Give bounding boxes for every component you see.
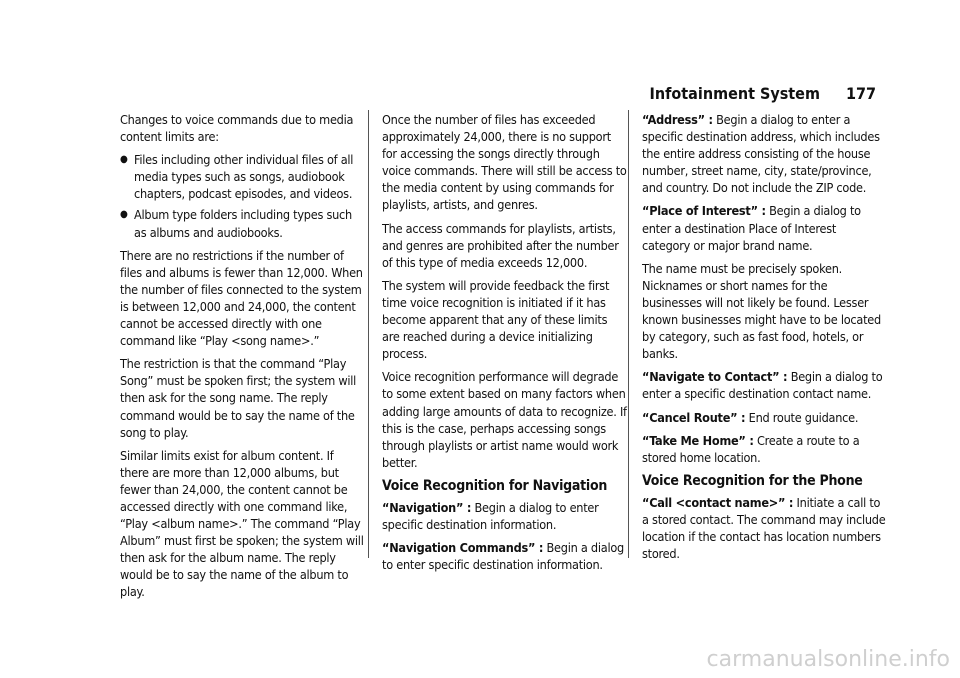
command-entry: [642, 494, 887, 562]
page-number: 177: [845, 84, 876, 103]
paragraph: Voice recognition performance will degrade to some extent based on many factors when adding large amounts of data to recognize. If this is the case, perhaps accessing songs through playlists or artist name would work better.: [382, 369, 627, 470]
command-desc: Begin a dialog to enter a destination Place of Interest category or major brand name.: [642, 203, 861, 253]
paragraph: Similar limits exist for album content. If there are more than 12,000 albums, but fewer than 24,000, the content cannot be accessed directly with one command like, “Play <album name>.” The command “Play Album” must first be spoken; the system will then ask for the album name. The reply would be to say the name of the album to play.: [120, 447, 364, 600]
list-item-text: Album type folders including types such as albums and audiobooks.: [134, 207, 352, 240]
command-term: “Address” :: [642, 112, 713, 127]
command-entry: [642, 368, 887, 402]
command-desc: Create a route to a stored home location.: [642, 432, 860, 465]
section-heading: Voice Recognition for the Phone: [642, 472, 863, 489]
command-desc: Initiate a call to a stored contact. The command may include location if the contact has location numbers stored.: [642, 494, 886, 562]
bullet-icon: ●: [120, 154, 128, 166]
command-desc: Begin a dialog to enter specific destination information.: [382, 540, 624, 573]
command-term: “Navigation” :: [382, 499, 472, 515]
command-term: “Take Me Home” :: [642, 432, 754, 448]
command-desc: Begin a dialog to enter a specific destination address, which includes the entire address consisting of the house number, street name, city, state/province, and country. Do not include the ZIP code.: [642, 112, 880, 196]
command-term: “Place of Interest” :: [642, 203, 766, 219]
command-desc: Begin a dialog to enter specific destination information.: [382, 499, 599, 532]
column-2: [382, 111, 627, 579]
paragraph: There are no restrictions if the number of files and albums is fewer than 12,000. When the number of files connected to the system is between 12,000 and 24,000, the content cannot be accessed directly with one command like “Play <song name>.”: [120, 247, 363, 349]
paragraph: Once the number of files has exceeded approximately 24,000, there is no support for accessing the songs directly through voice commands. There will still be access to the media content by using commands for playlists, artists, and genres.: [382, 112, 627, 213]
command-desc: End route guidance.: [748, 409, 859, 425]
command-entry: [642, 409, 887, 426]
section-title: Infotainment System: [649, 84, 820, 103]
column-3: [642, 111, 887, 568]
command-entry: [642, 202, 887, 253]
column-1: [120, 111, 365, 607]
command-entry: [382, 499, 627, 533]
list-item-text: Files including other individual files of all media types such as songs, audiobook chapters, podcast episodes, and videos.: [134, 152, 354, 202]
paragraph: The restriction is that the command “Play Song” must be spoken first; the system will then ask for the song name. The reply command would be to say the name of the song to play.: [120, 356, 357, 440]
paragraph: The access commands for playlists, artists, and genres are prohibited after the number of this type of media exceeds 12,000.: [382, 220, 619, 270]
command-term: “Navigation Commands” :: [382, 540, 544, 556]
command-desc: Begin a dialog to enter a specific destination contact name.: [642, 369, 883, 402]
command-entry: [642, 432, 887, 466]
page-header: [650, 84, 876, 103]
paragraph: The system will provide feedback the first time voice recognition is initiated if it has become apparent that any of these limits are reached during a device initializing process.: [382, 277, 610, 362]
paragraph: The name must be precisely spoken. Nicknames or short names for the businesses will not likely be found. Lesser known businesses might have to be located by category, such as fast food, hotels, or banks.: [642, 260, 881, 362]
list-item: [120, 206, 365, 240]
list-item: [120, 151, 365, 202]
command-term: “Cancel Route” :: [642, 409, 746, 425]
bullet-icon: ●: [120, 209, 128, 221]
command-term: “Navigate to Contact” :: [642, 369, 788, 385]
command-term: “Call <contact name>” :: [642, 494, 794, 510]
column-divider: [368, 110, 369, 558]
watermark: carmanualsonline.info: [706, 647, 950, 672]
column-divider: [628, 110, 629, 558]
paragraph: Changes to voice commands due to media content limits are:: [120, 112, 354, 145]
section-heading: Voice Recognition for Navigation: [382, 477, 608, 494]
bullet-list: [120, 151, 365, 240]
command-entry: [382, 539, 627, 573]
command-entry: [642, 111, 887, 196]
